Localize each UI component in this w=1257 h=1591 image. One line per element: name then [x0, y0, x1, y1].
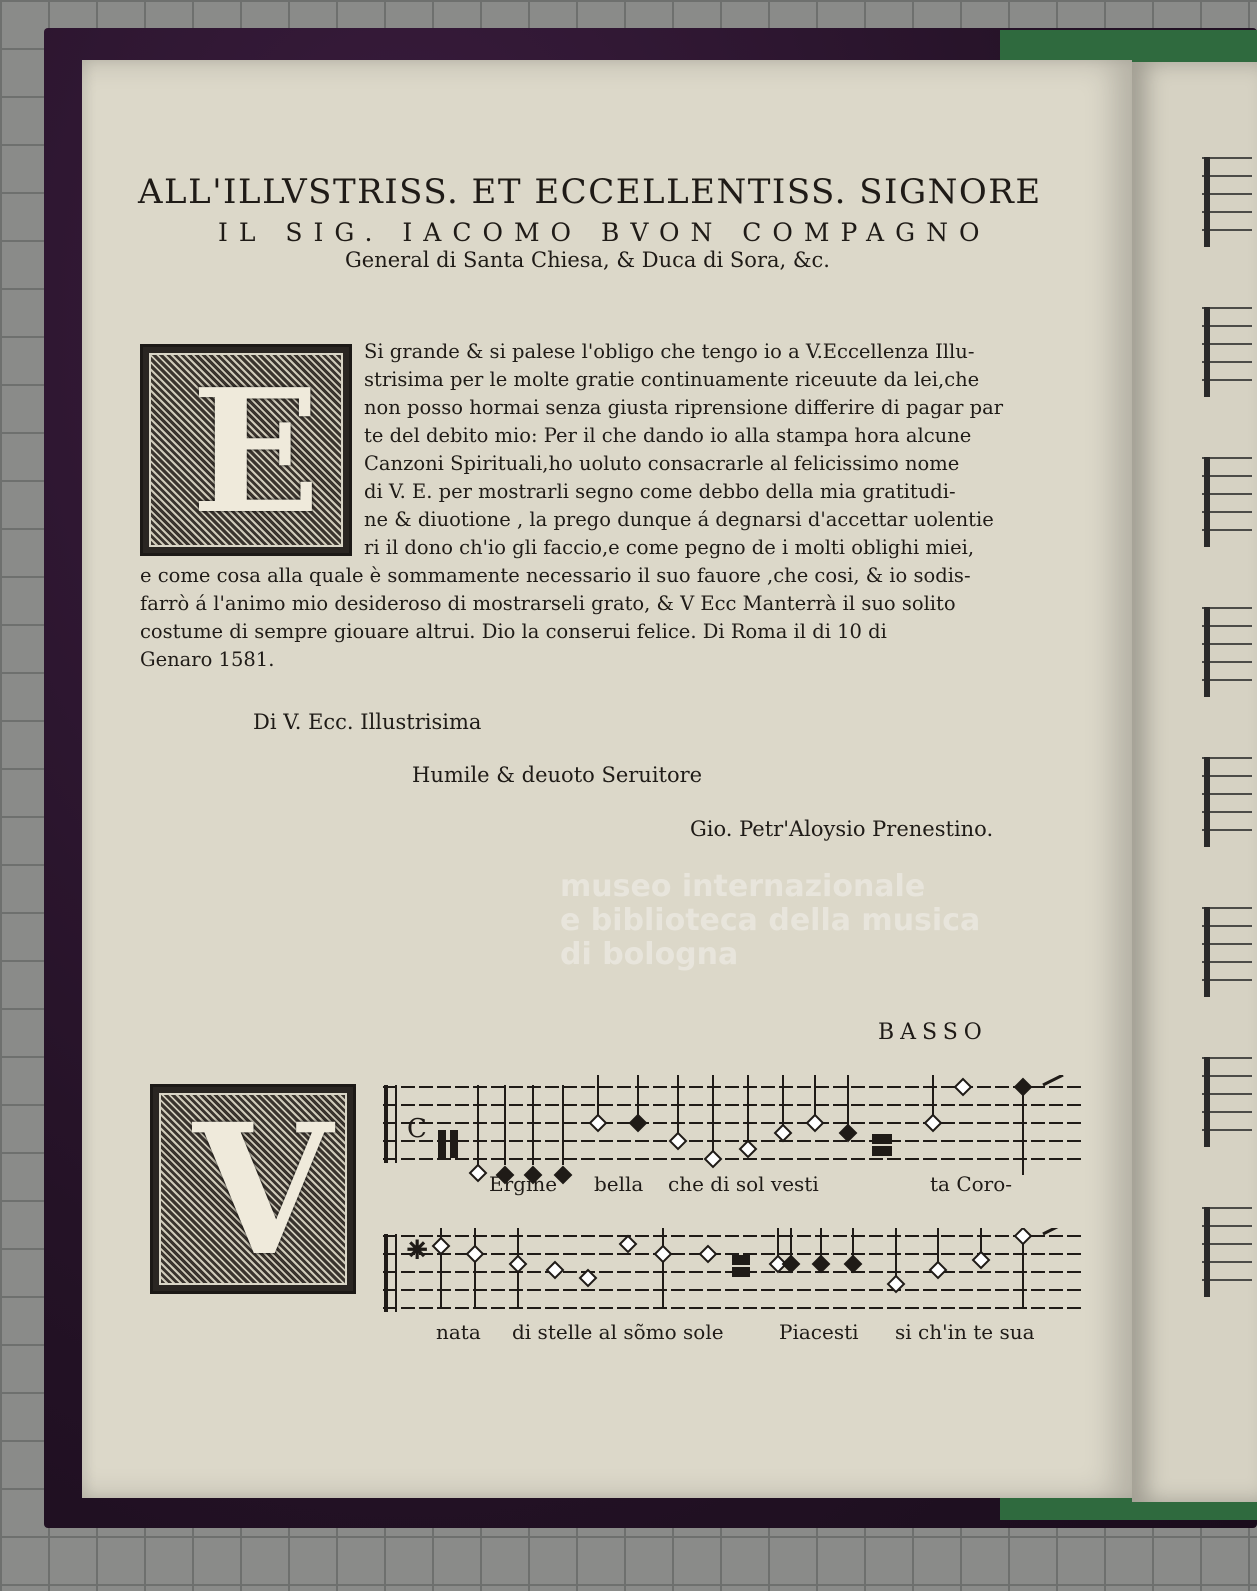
watermark-line: museo internazionale: [560, 869, 926, 904]
lyric: Ergine: [489, 1172, 558, 1196]
body-line: ri il dono ch'io gli faccio,e come pegno de i molti oblighi miei,: [364, 536, 975, 559]
lyric: ta Coro-: [930, 1172, 1013, 1196]
body-line: non posso hormai senza giusta riprensione differire di pagar par: [364, 396, 1004, 419]
body-line: farrò á l'animo mio desideroso di mostrarseli grato, & V Ecc Manterrà il suo solito: [140, 592, 956, 615]
lyric: che di sol vesti: [668, 1172, 819, 1196]
body-line: Genaro 1581.: [140, 648, 275, 671]
right-page-bar: [1204, 757, 1210, 847]
body-line: Si grande & si palese l'obligo che tengo io a V.Eccellenza Illu-: [364, 340, 975, 363]
lyric: Piacesti: [779, 1320, 859, 1344]
signature-salutation: Di V. Ecc. Illustrisima: [253, 710, 482, 734]
initial-letter-e: E: [191, 352, 321, 552]
body-line: strisima per le molte gratie continuamente riceuute da lei,che: [364, 368, 980, 391]
music-staff-1: [383, 1075, 1083, 1185]
watermark-line: di bologna: [560, 937, 739, 972]
signature-author: Gio. Petr'Aloysio Prenestino.: [690, 817, 994, 841]
lyric: nata: [436, 1320, 481, 1344]
lyric: bella: [594, 1172, 644, 1196]
library-watermark: [560, 870, 980, 972]
lyric: di stelle al sõmo sole: [512, 1320, 724, 1344]
right-page-bar: [1204, 607, 1210, 697]
body-line: costume di sempre giouare altrui. Dio la conserui felice. Di Roma il di 10 di: [140, 620, 887, 643]
right-page-bar: [1204, 157, 1210, 247]
right-page-edge: [1132, 62, 1257, 1502]
right-page-bar: [1204, 1207, 1210, 1297]
lyric: si ch'in te sua: [895, 1320, 1035, 1344]
body-line: e come cosa alla quale è sommamente necessario il suo fauore ,che cosi, & io sodis-: [140, 564, 971, 587]
svg-text:C: C: [407, 1114, 427, 1144]
part-label: BASSO: [878, 1020, 988, 1045]
watermark-line: e biblioteca della musica: [560, 903, 981, 938]
dedication-title-line1: ALL'ILLVSTRISS. ET ECCELLENTISS. SIGNORE: [138, 172, 1042, 212]
dedication-body: [140, 338, 1003, 674]
signature-closing: Humile & deuoto Seruitore: [412, 763, 703, 787]
body-line: ne & diuotione , la prego dunque á degnarsi d'accettar uolentie: [364, 508, 994, 531]
right-page-bar: [1204, 307, 1210, 397]
initial-letter-v: V: [193, 1085, 333, 1294]
dedication-title-line2: IL SIG. IACOMO BVON COMPAGNO: [218, 218, 991, 247]
right-page-bar: [1204, 907, 1210, 997]
svg-text:✳: ✳: [407, 1236, 428, 1264]
body-line: Canzoni Spirituali,ho uoluto consacrarle al felicissimo nome: [364, 452, 960, 475]
right-page-bar: [1204, 1057, 1210, 1147]
woodcut-initial-v: [150, 1084, 356, 1294]
right-page-bar: [1204, 457, 1210, 547]
dedication-title-line3: General di Santa Chiesa, & Duca di Sora, &c.: [345, 248, 830, 272]
body-line: te del debito mio: Per il che dando io alla stampa hora alcune: [364, 424, 972, 447]
body-line: di V. E. per mostrarli segno come debbo della mia gratitudi-: [364, 480, 956, 503]
